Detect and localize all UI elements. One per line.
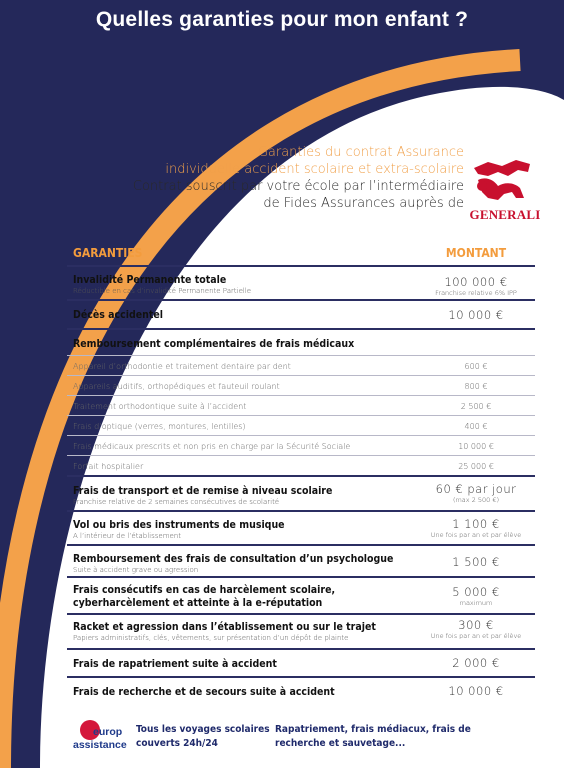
row-label: Frais de rapatriement suite à accident [73,658,277,670]
row-label: Décès accidentel [73,309,164,321]
guarantees-table [67,265,535,704]
row-label: Invalidité Permanente totale [73,274,227,286]
row-amount-note: maximum [459,599,493,607]
table-row [67,676,535,704]
footer-text-travel: Tous les voyages scolaires couverts 24h/24 [136,724,270,749]
column-header-garanties: GARANTIES [73,246,143,260]
row-label: Frais de recherche et de secours suite à accident [73,686,335,698]
column-header-montant: MONTANT [445,246,507,260]
footer-text-services: Rapatriement, frais médiacux, frais de recherche et sauvetage... [275,724,471,749]
table-row [67,510,535,544]
table-row [67,435,535,455]
row-amount-note: Franchise relative 6% IPP [435,289,517,297]
table-row [67,299,535,328]
row-label: Vol ou bris des instruments de musique [73,519,285,531]
row-amount-note: (max 2 500 €) [452,496,500,504]
table-row [67,613,535,648]
row-amount: 400 € [464,422,488,431]
row-label: Racket et agression dans l’établissement ou sur le trajet [73,621,376,633]
table-row [67,265,535,299]
intro-line-3: Contrat souscrit par votre école par l’intermédiaire [132,179,464,194]
row-amount: 10 000 € [448,684,504,698]
table-row [67,415,535,435]
row-amount: 100 000 € [444,275,508,289]
row-label: Appareil d’orthodontie et traitement dentaire par dent [73,362,291,371]
table-row [67,375,535,395]
page-title: Quelles garanties pour mon enfant ? [95,8,469,31]
row-amount: 5 000 € [452,585,500,599]
row-label: Remboursement complémentaires de frais médicaux [73,338,355,350]
row-sublabel: Franchise relative de 2 semaines consécutives de scolarité [73,498,280,506]
row-label: Frais médicaux prescrits et non pris en charge par la Sécurité Sociale [73,442,351,451]
row-amount: 300 € [458,618,494,632]
row-amount: 60 € par jour [435,482,517,496]
row-amount: 800 € [464,382,488,391]
intro-line-2: individuelle accident scolaire et extra-scolaire [165,162,464,177]
row-amount: 600 € [464,362,488,371]
row-amount: 10 000 € [458,442,494,451]
row-label: Frais d’optique (verres, montures, lentilles) [73,422,246,431]
table-row [67,355,535,375]
table-row [67,544,535,576]
row-sublabel: Suite à accident grave ou agression [73,566,199,574]
intro-line-4: de Fides Assurances auprès de [263,196,464,211]
logo-word-europ: europ [93,726,123,738]
row-sublabel: Papiers administratifs, clés, vêtements, sur présentation d’un dépôt de plainte [73,634,349,642]
row-label: Forfait hospitalier [73,462,144,471]
row-label: Remboursement des frais de consultation d’un psychologue [73,553,394,565]
table-row [67,395,535,415]
row-amount: 1 100 € [452,517,500,531]
row-label-line2: cyberharcèlement et atteinte à la e-réputation [73,597,323,609]
row-amount-note: Une fois par an et par élève [430,632,522,640]
row-amount: 2 000 € [452,656,500,670]
table-row [67,475,535,510]
logo-word-assistance: assistance [73,739,127,751]
table-row [67,648,535,676]
intro-line-1: Garanties du contrat Assurance [257,145,464,160]
row-amount: 1 500 € [452,555,500,569]
row-label: Frais consécutifs en cas de harcèlement scolaire, [73,584,336,596]
intro-text [133,144,464,212]
row-label: Appareils auditifs, orthopédiques et fauteuil roulant [73,382,280,391]
row-amount: 2 500 € [460,402,492,411]
europ-assistance-logo [71,720,131,760]
generali-wordmark: GENERALI [469,207,541,222]
table-row [67,576,535,613]
row-sublabel: A l’intérieur de l’établissement [73,532,182,540]
row-label: Traitement orthodontique suite à l’accident [73,402,247,411]
row-amount: 10 000 € [448,308,504,322]
row-amount-note: Une fois par an et par élève [430,531,522,539]
row-sublabel: Réductible en cas d’invalidité Permanente Partielle [73,287,252,295]
table-row [67,455,535,475]
row-label: Frais de transport et de remise à niveau scolaire [73,485,333,497]
table-row [67,328,535,355]
row-amount: 25 000 € [458,462,494,471]
